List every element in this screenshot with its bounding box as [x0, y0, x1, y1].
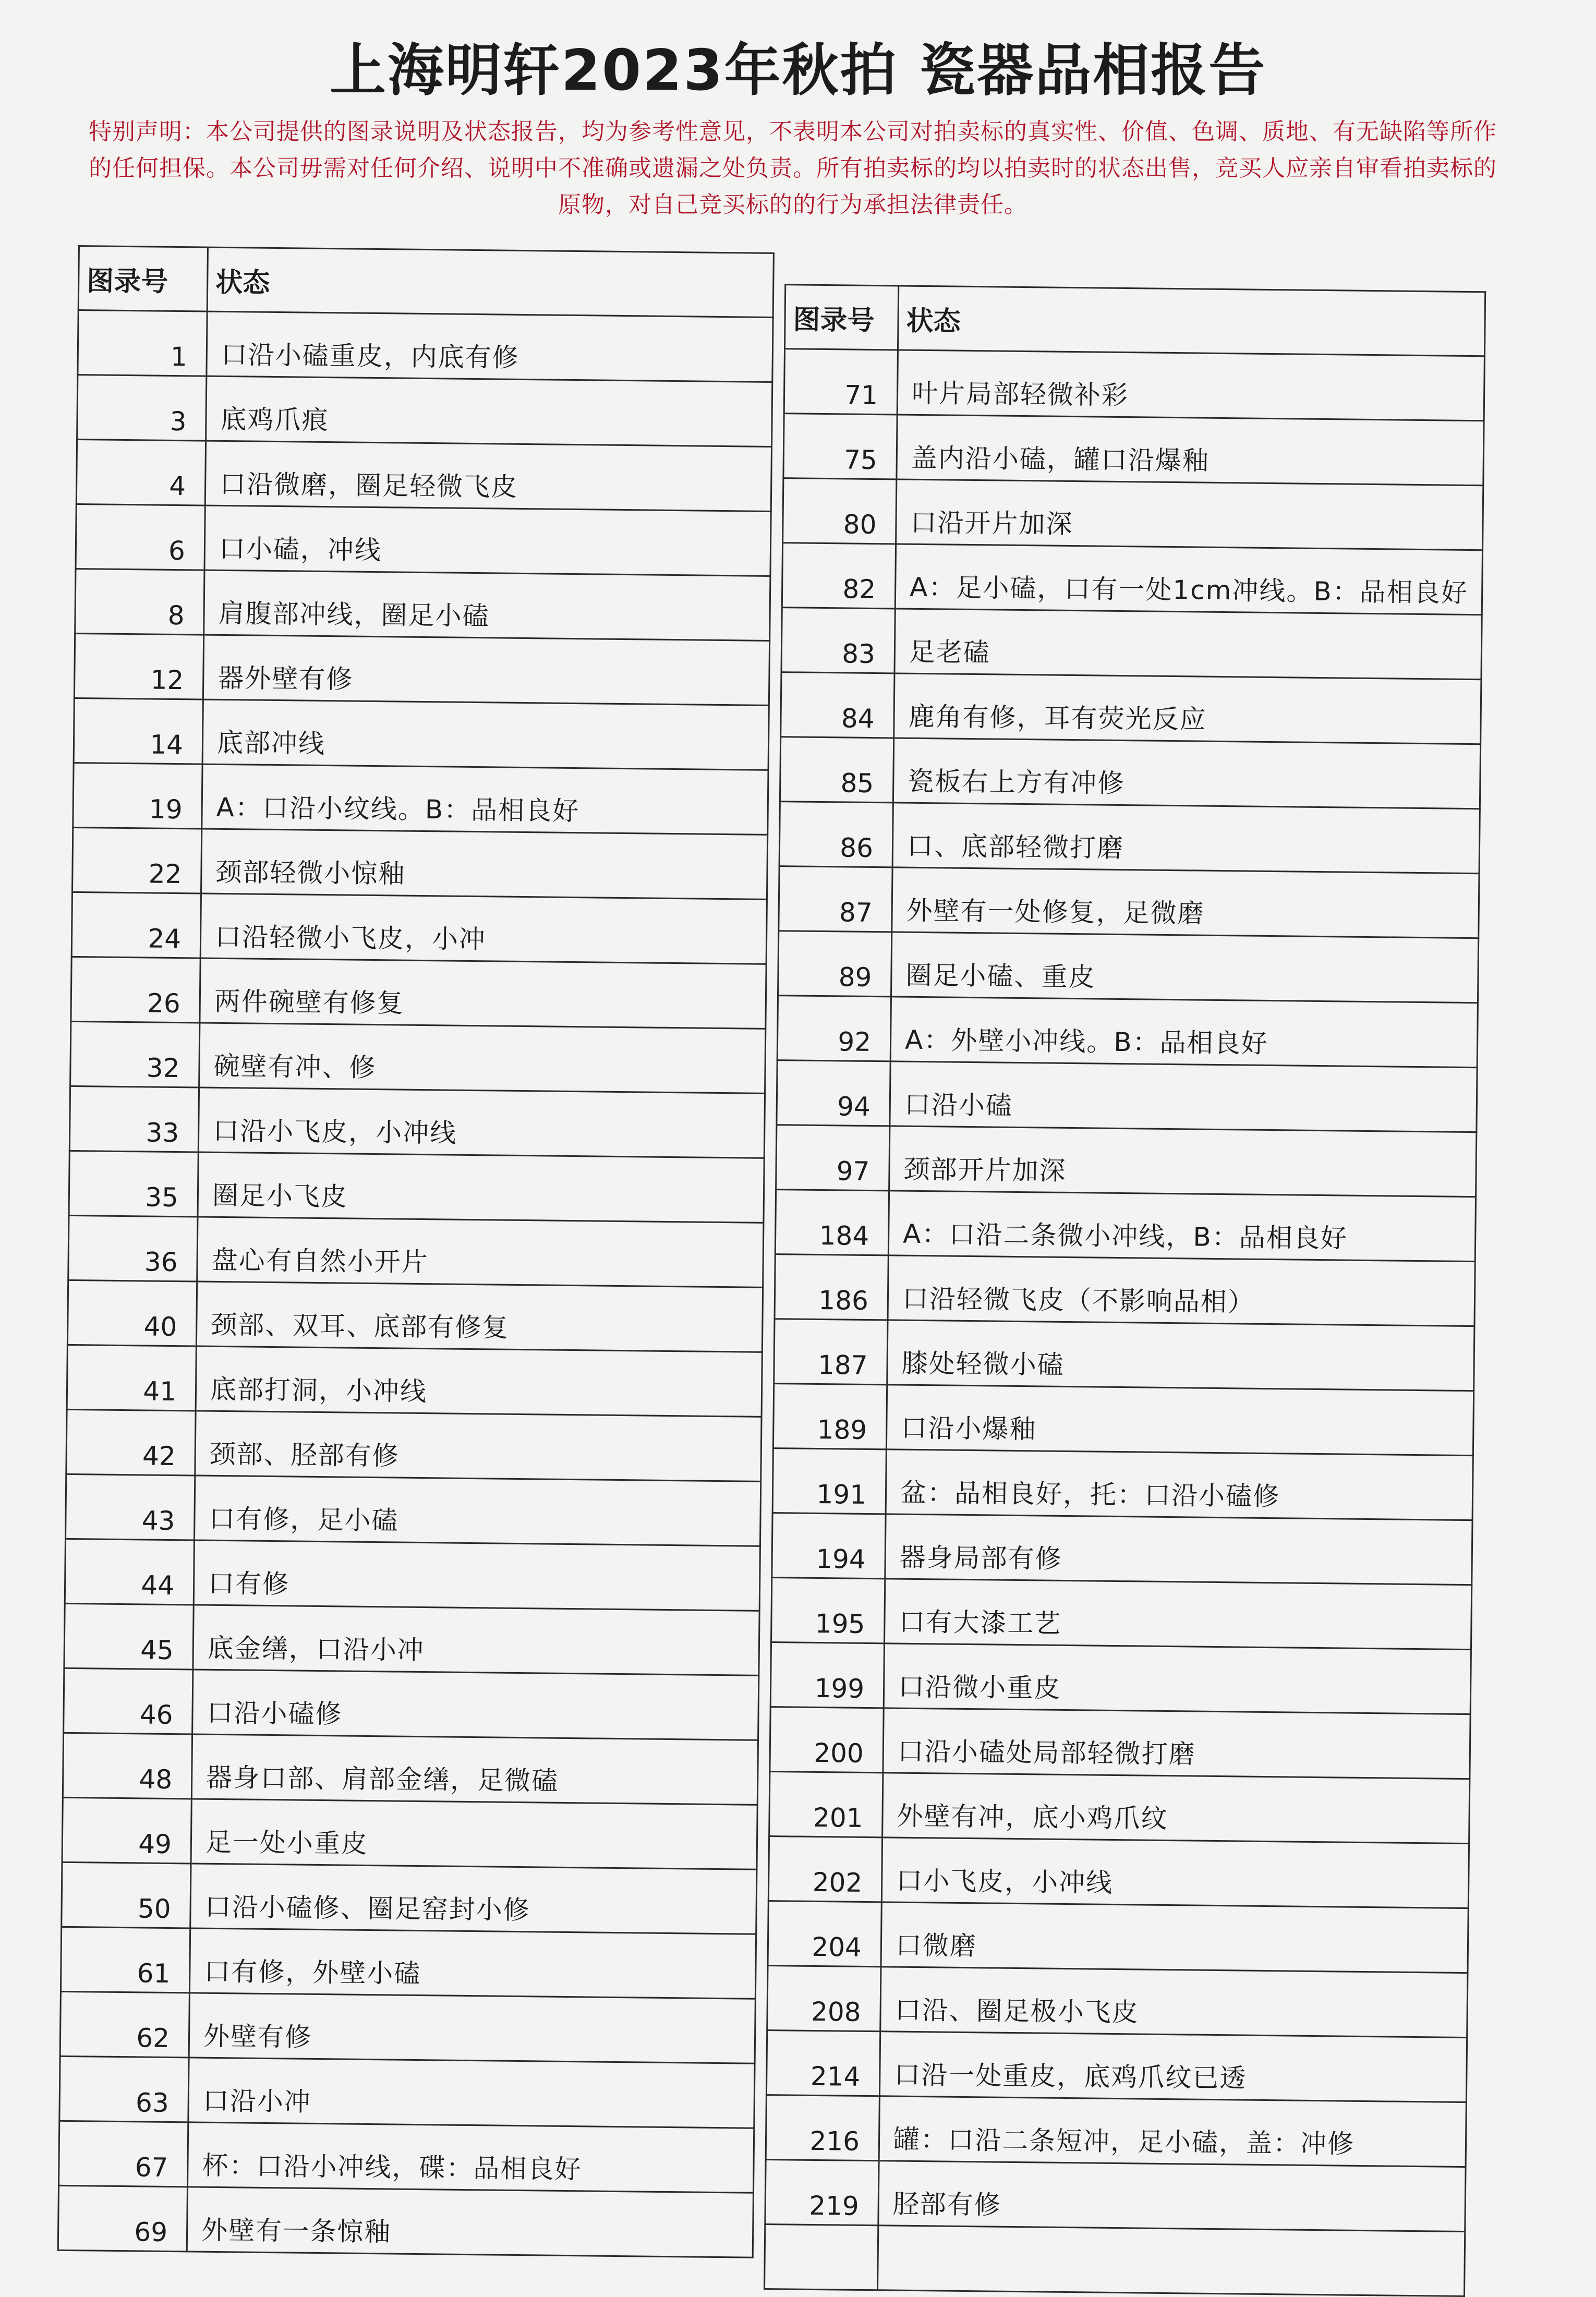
lot-number-cell: 33	[69, 1086, 199, 1152]
status-cell: 外壁有一条惊釉	[187, 2187, 753, 2257]
lot-number-cell: 202	[768, 1836, 882, 1902]
lot-number-cell: 184	[775, 1190, 889, 1255]
status-cell: 盖内沿小磕，罐口沿爆釉	[897, 415, 1484, 486]
table-row	[782, 543, 1482, 615]
table-row	[70, 1021, 766, 1093]
table-header-row	[784, 285, 1485, 356]
table-row	[71, 957, 766, 1029]
table-row	[78, 310, 773, 382]
table-row	[776, 1125, 1477, 1197]
status-cell: 口小磕，冲线	[204, 505, 771, 576]
condition-report-sheet	[59, 245, 1497, 2247]
lot-number-cell: 194	[772, 1513, 886, 1579]
table-row	[774, 1319, 1474, 1391]
table-row	[76, 504, 771, 576]
table-row	[72, 827, 768, 899]
lot-number-cell: 186	[775, 1254, 888, 1320]
table-row	[64, 1603, 759, 1675]
table-row	[61, 1927, 756, 1999]
table-row	[770, 1707, 1470, 1779]
lot-number-cell: 43	[66, 1474, 195, 1540]
table-row	[77, 375, 772, 447]
condition-table-right	[764, 284, 1486, 2297]
status-cell: A：外壁小冲线。B：品相良好	[890, 997, 1478, 1068]
lot-number-cell: 200	[770, 1707, 884, 1773]
table-row	[766, 2030, 1467, 2102]
table-row	[62, 1862, 757, 1934]
status-cell: 口沿开片加深	[896, 479, 1483, 550]
lot-number-cell: 94	[777, 1060, 890, 1126]
table-row	[783, 478, 1483, 550]
table-row	[769, 1772, 1470, 1844]
lot-number-cell: 187	[774, 1319, 888, 1385]
table-row	[68, 1215, 764, 1287]
status-cell: 器外壁有修	[203, 635, 769, 705]
status-cell: 圈足小飞皮	[198, 1152, 764, 1223]
lot-number-cell: 12	[74, 633, 203, 699]
lot-number-cell: 97	[776, 1125, 890, 1191]
status-cell: A：足小磕，口有一处1cm冲线。B：品相良好	[895, 544, 1482, 615]
table-row	[770, 1642, 1471, 1714]
status-cell: 底金缮，口沿小冲	[193, 1605, 759, 1675]
table-row	[771, 1578, 1472, 1650]
status-cell: 叶片局部轻微补彩	[897, 350, 1484, 421]
lot-number-cell: 219	[765, 2160, 879, 2226]
table-row	[65, 1539, 760, 1611]
lot-number-cell: 45	[64, 1603, 194, 1670]
table-row	[67, 1280, 763, 1352]
table-row	[775, 1190, 1476, 1262]
disclaimer-notice: 特别声明：本公司提供的图录说明及状态报告，均为参考性意见，不表明本公司对拍卖标的真实性、价值、色调、质地、有无缺陷等所作的任何担保。本公司毋需对任何介绍、说明中不准确或遗漏之处负责。所有拍卖标的均以拍卖时的状态出售，竞买人应亲自审看拍卖标的原物，对自己竞买标的的行为承担法律责任。	[89, 118, 1497, 218]
lot-number-cell: 87	[779, 866, 892, 932]
table-row	[780, 737, 1480, 809]
lot-number-cell: 40	[67, 1280, 197, 1346]
table-row	[778, 931, 1479, 1003]
table-row	[772, 1448, 1473, 1520]
lot-number-cell: 32	[70, 1021, 200, 1087]
table-row	[775, 1254, 1475, 1326]
lot-number-cell: 216	[766, 2095, 879, 2161]
table-row	[779, 802, 1480, 874]
table-row	[67, 1345, 762, 1417]
lot-number-cell: 8	[75, 569, 204, 635]
status-cell: 口沿微小重皮	[884, 1643, 1471, 1714]
lot-number-cell: 86	[779, 802, 893, 867]
lot-number-cell: 3	[77, 375, 207, 441]
status-cell: 口沿小飞皮，小冲线	[198, 1087, 765, 1158]
status-cell: 口沿小冲	[188, 2058, 755, 2128]
lot-number-cell: 191	[772, 1448, 886, 1514]
lot-number-cell: 44	[65, 1539, 194, 1605]
page-title: 上海明轩2023年秋拍 瓷器品相报告	[329, 38, 1267, 103]
lot-number-cell: 67	[59, 2121, 188, 2187]
table-row	[73, 763, 768, 835]
lot-number-cell: 84	[781, 672, 894, 738]
status-cell: 颈部、双耳、底部有修复	[196, 1282, 763, 1352]
status-cell: 颈部、胫部有修	[195, 1411, 761, 1481]
table-body-left	[58, 310, 773, 2258]
status-cell: 器身局部有修	[885, 1514, 1472, 1585]
lot-number-cell: 6	[76, 504, 205, 570]
status-cell: 外壁有修	[189, 1993, 755, 2063]
lot-number-cell: 35	[69, 1151, 198, 1217]
status-cell: 口微磨	[881, 1902, 1468, 1973]
status-cell: 口有大漆工艺	[885, 1579, 1472, 1650]
lot-number-cell: 62	[60, 1991, 189, 2058]
lot-number-cell: 49	[62, 1797, 191, 1864]
status-cell: A：口沿二条微小冲线，B：品相良好	[888, 1191, 1476, 1262]
table-row	[66, 1409, 761, 1481]
status-cell: 口沿小磕处局部轻微打磨	[883, 1708, 1470, 1779]
lot-number-cell: 42	[66, 1409, 196, 1476]
header-status: 状态	[207, 247, 773, 317]
lot-number-cell: 61	[61, 1927, 190, 1993]
status-cell: 鹿角有修，耳有荧光反应	[894, 673, 1481, 744]
status-cell: 盘心有自然小开片	[197, 1217, 764, 1287]
status-cell: 口沿轻微小飞皮，小冲	[200, 893, 767, 964]
status-cell: 圈足小磕、重皮	[891, 932, 1478, 1003]
lot-number-cell: 204	[768, 1901, 881, 1967]
status-cell: 口沿一处重皮，底鸡爪纹已透	[879, 2032, 1467, 2102]
status-cell: 口沿小爆釉	[886, 1385, 1473, 1456]
header-lot-number: 图录号	[784, 285, 898, 350]
status-cell: 足老磕	[894, 609, 1482, 680]
table-row	[781, 608, 1482, 680]
table-row	[59, 2056, 755, 2128]
condition-table-left	[57, 245, 775, 2258]
table-row	[69, 1086, 765, 1158]
table-row	[779, 866, 1479, 938]
lot-number-cell: 199	[770, 1642, 884, 1708]
status-cell: 口沿、圈足极小飞皮	[880, 1967, 1468, 2038]
status-cell: 外壁有冲，底小鸡爪纹	[882, 1773, 1470, 1844]
status-cell: 颈部轻微小惊釉	[201, 829, 767, 899]
table-row	[777, 1060, 1477, 1132]
table-row	[63, 1733, 758, 1805]
lot-number-cell: 195	[771, 1578, 885, 1643]
status-cell: 口有修	[194, 1540, 760, 1611]
table-row	[772, 1513, 1472, 1585]
lot-number-cell: 26	[71, 957, 200, 1023]
table-row	[783, 414, 1484, 486]
table-row	[777, 996, 1478, 1068]
lot-number-cell: 83	[781, 608, 895, 673]
table-row	[767, 1966, 1468, 2038]
table-row	[765, 2224, 1465, 2296]
status-cell: 颈部开片加深	[889, 1126, 1477, 1197]
table-row	[59, 2121, 754, 2193]
status-cell: 口有修，外壁小磕	[189, 1928, 756, 1999]
lot-number-cell: 214	[766, 2030, 880, 2096]
status-cell: 口沿小磕修、圈足窑封小修	[190, 1864, 757, 1934]
table-row	[58, 2185, 753, 2257]
status-cell: 口沿轻微飞皮（不影响品相）	[888, 1255, 1475, 1326]
lot-number-cell: 22	[72, 827, 202, 893]
status-cell: 口有修，足小磕	[195, 1476, 761, 1546]
table-row	[765, 2160, 1466, 2232]
lot-number-cell: 46	[64, 1668, 193, 1734]
lot-number-cell: 92	[777, 996, 891, 1061]
lot-number-cell: 82	[782, 543, 896, 609]
table-row	[74, 633, 769, 705]
table-row	[64, 1668, 759, 1740]
table-row	[784, 349, 1484, 421]
status-cell: 两件碗壁有修复	[200, 958, 766, 1029]
table-row	[76, 439, 771, 511]
table-row	[768, 1836, 1469, 1908]
table-header-row	[78, 246, 773, 318]
status-cell: 底鸡爪痕	[206, 376, 772, 446]
lot-number-cell: 14	[74, 698, 203, 764]
table-row	[766, 2095, 1466, 2167]
lot-number-cell: 71	[784, 349, 898, 415]
lot-number-cell: 189	[773, 1384, 887, 1449]
status-cell: 肩腹部冲线，圈足小磕	[204, 570, 770, 640]
status-cell: 口、底部轻微打磨	[892, 803, 1480, 874]
table-row	[62, 1797, 757, 1869]
lot-number-cell: 80	[783, 478, 897, 544]
table-row	[781, 672, 1481, 744]
table-row	[66, 1474, 761, 1546]
status-cell: 口沿小磕修	[192, 1670, 759, 1740]
status-cell: 口沿微磨，圈足轻微飞皮	[205, 441, 771, 511]
status-cell: A：口沿小纹线。B：品相良好	[202, 764, 768, 835]
status-cell: 底部打洞，小冲线	[196, 1346, 762, 1417]
status-cell: 底部冲线	[202, 699, 769, 770]
table-row	[773, 1384, 1473, 1456]
status-cell: 口沿小磕重皮，内底有修	[207, 311, 773, 382]
header-status: 状态	[898, 286, 1485, 356]
status-cell: 器身口部、肩部金缮，足微磕	[191, 1734, 758, 1805]
lot-number-cell: 63	[59, 2056, 189, 2122]
table-row	[60, 1991, 755, 2063]
status-cell	[878, 2226, 1465, 2296]
lot-number-cell: 69	[58, 2185, 187, 2252]
lot-number-cell: 75	[783, 414, 897, 479]
status-cell: 口小飞皮，小冲线	[881, 1837, 1469, 1908]
lot-number-cell: 4	[76, 439, 205, 505]
status-cell: 盆：品相良好，托：口沿小磕修	[886, 1449, 1473, 1520]
status-cell: 罐：口沿二条短冲，足小磕，盖：冲修	[879, 2096, 1466, 2167]
status-cell: 足一处小重皮	[191, 1799, 757, 1869]
lot-number-cell: 208	[767, 1966, 881, 2032]
lot-number-cell: 201	[769, 1772, 883, 1837]
table-row	[75, 569, 770, 640]
table-row	[768, 1901, 1468, 1973]
lot-number-cell: 1	[78, 310, 207, 377]
table-row	[71, 892, 767, 964]
lot-number-cell: 19	[73, 763, 202, 829]
lot-number-cell	[765, 2224, 878, 2290]
lot-number-cell: 89	[778, 931, 892, 997]
status-cell: 外壁有一处修复，足微磨	[892, 867, 1479, 938]
status-cell: 瓷板右上方有冲修	[893, 738, 1480, 809]
status-cell: 膝处轻微小磕	[887, 1320, 1474, 1391]
table-row	[69, 1151, 764, 1223]
lot-number-cell: 41	[67, 1345, 196, 1411]
lot-number-cell: 36	[68, 1215, 198, 1282]
status-cell: 碗壁有冲、修	[199, 1023, 766, 1093]
status-cell: 口沿小磕	[890, 1061, 1477, 1132]
table-body-right	[765, 349, 1485, 2296]
lot-number-cell: 50	[62, 1862, 191, 1928]
status-cell: 杯：口沿小冲线，碟：品相良好	[188, 2122, 754, 2193]
lot-number-cell: 24	[71, 892, 201, 958]
lot-number-cell: 48	[63, 1733, 192, 1799]
table-row	[74, 698, 769, 770]
lot-number-cell: 85	[780, 737, 893, 803]
status-cell: 胫部有修	[878, 2161, 1466, 2232]
header-lot-number: 图录号	[78, 246, 208, 312]
